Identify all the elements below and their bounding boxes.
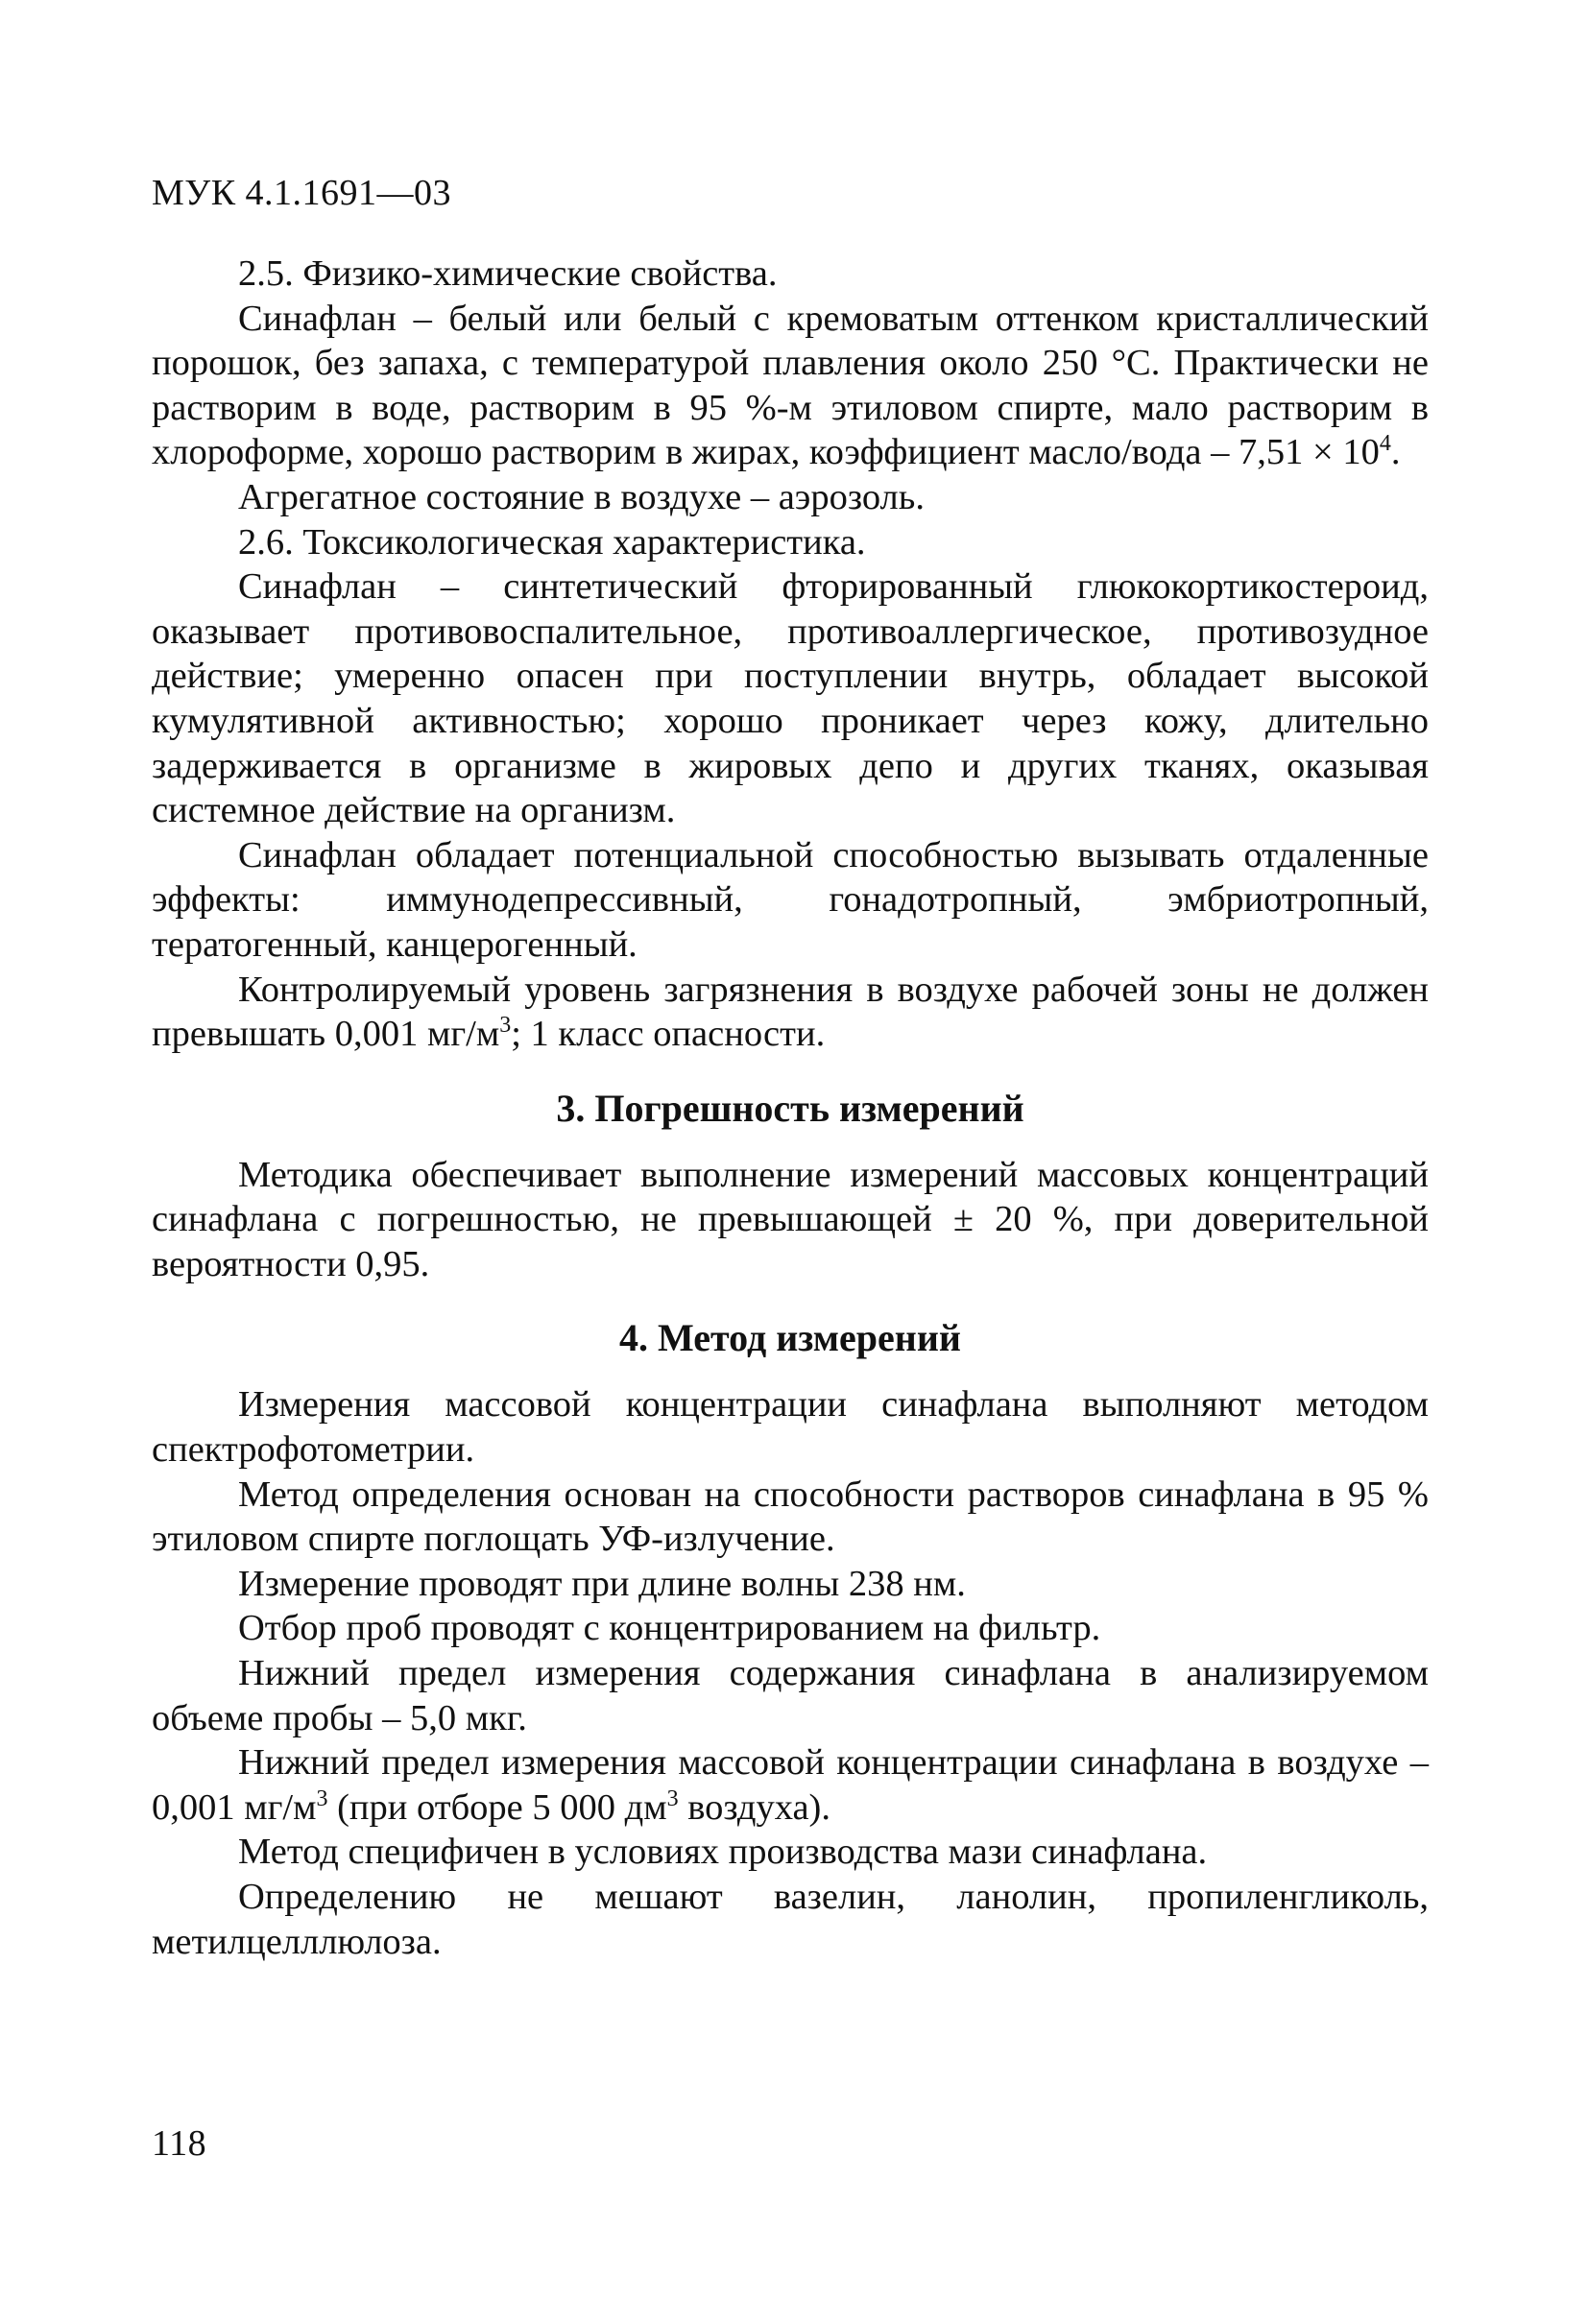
section-4-paragraph-6 xyxy=(152,1740,1429,1830)
section-3-heading: 3. Погрешность измерений xyxy=(556,1086,1024,1130)
section-2-5-paragraph-1 xyxy=(152,297,1429,475)
section-4-paragraph-6-text-a: Нижний предел измерения массовой концентрации синафлана в воздухе – 0,001 мг/м xyxy=(152,1742,1429,1828)
section-4-heading: 4. Метод измерений xyxy=(619,1316,961,1360)
section-2-5-paragraph-2: Агрегатное состояние в воздухе – аэрозоль. xyxy=(238,476,925,517)
document-code-header: МУК 4.1.1691—03 xyxy=(152,173,452,213)
page-number: 118 xyxy=(152,2123,207,2164)
section-4-paragraph-7: Метод специфичен в условиях производства мази синафлана. xyxy=(238,1832,1208,1873)
exponent: 3 xyxy=(666,1785,679,1811)
section-2-5-paragraph-1-text: Синафлан – белый или белый с кремоватым оттенком кристаллический порошок, без запаха, с температурой плавления около 250 °С. Практически не растворим в воде, растворим в 95 %-м этиловом спирте, мало растворим в хлороформе, хорошо растворим в жирах, коэффициент масло/вода – 7,51 × 10 xyxy=(152,298,1429,473)
section-2-6-title: 2.6. Токсикологическая характеристика. xyxy=(238,521,866,563)
exponent: 3 xyxy=(499,1013,512,1039)
section-2-6-paragraph-3-end: ; 1 класс опасности. xyxy=(511,1014,826,1055)
section-2-5-paragraph-1-end: . xyxy=(1390,432,1401,473)
exponent: 4 xyxy=(1379,431,1391,457)
section-2-5-title: 2.5. Физико-химические свойства. xyxy=(238,253,778,294)
section-4-paragraph-6-text-c: воздуха). xyxy=(678,1786,830,1828)
section-4-paragraph-6-text-b: (при отборе 5 000 дм xyxy=(327,1786,667,1828)
section-3-paragraph-1: Методика обеспечивает выполнение измерений массовых концентраций синафлана с погрешностью, не превышающей ± 20 %, при доверительной вероятности 0,95. xyxy=(152,1154,1429,1284)
section-4-paragraph-3: Измерение проводят при длине волны 238 нм. xyxy=(238,1563,966,1604)
section-4-paragraph-8: Определению не мешают вазелин, ланолин, пропиленгликоль, метилцелллюлоза. xyxy=(152,1877,1429,1962)
section-2-6-paragraph-3 xyxy=(152,968,1429,1057)
section-4-paragraph-5: Нижний предел измерения содержания синафлана в анализируемом объеме пробы – 5,0 мкг. xyxy=(152,1653,1429,1738)
section-4-paragraph-4: Отбор проб проводят с концентрированием на фильтр. xyxy=(238,1608,1101,1649)
section-4-paragraph-1: Измерения массовой концентрации синафлана выполняют методом спектрофотометрии. xyxy=(152,1384,1429,1471)
section-2-6-paragraph-3-text: Контролируемый уровень загрязнения в воздухе рабочей зоны не должен превышать 0,001 мг/м xyxy=(152,969,1429,1055)
document-body xyxy=(152,252,1429,1964)
section-2-6-paragraph-1: Синафлан – синтетический фторированный глюкокортикостероид, оказывает противовоспалительное, противоаллергическое, противозудное действие; умеренно опасен при поступлении внутрь, обладает высокой кумулятивной активностью; хорошо проникает через кожу, длительно задерживается в организме в жировых депо и других тканях, оказывая системное действие на организм. xyxy=(152,566,1429,831)
section-4-paragraph-2: Метод определения основан на способности растворов синафлана в 95 % этиловом спирте поглощать УФ-излучение. xyxy=(152,1473,1429,1560)
section-2-6-paragraph-2: Синафлан обладает потенциальной способностью вызывать отдаленные эффекты: иммунодепрессивный, гонадотропный, эмбриотропный, тератогенный, канцерогенный. xyxy=(152,834,1429,965)
exponent: 3 xyxy=(316,1785,328,1811)
